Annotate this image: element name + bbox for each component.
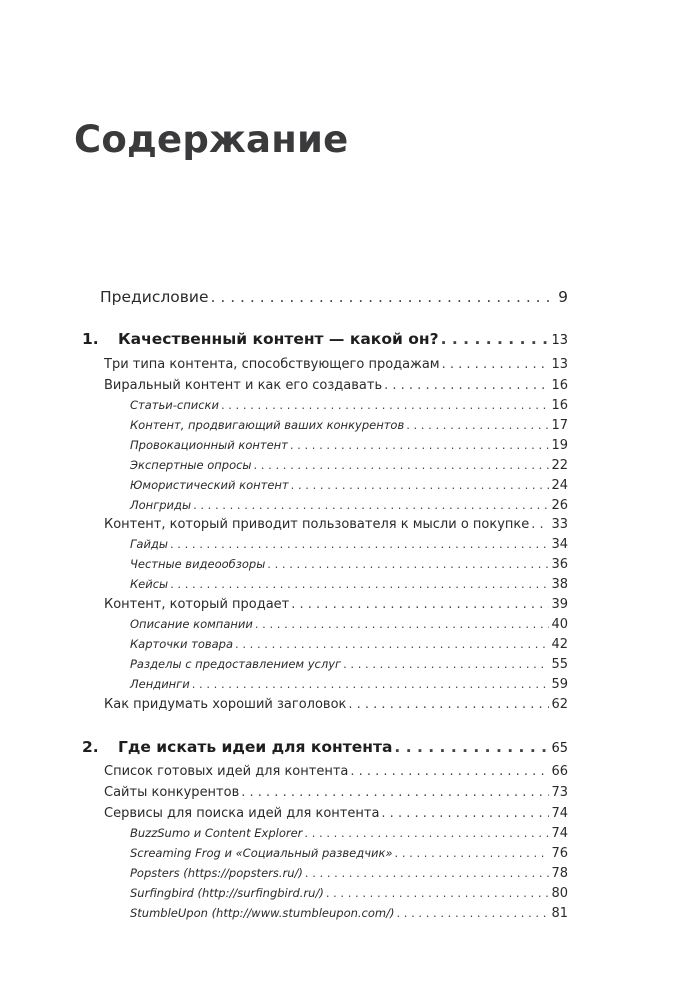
page-number: 74 [551,826,568,841]
dot-leader [291,597,549,612]
toc-subsection [82,677,568,692]
toc-entry-title: Сервисы для поиска идей для контента [104,806,380,821]
page-number: 36 [551,557,568,572]
dot-leader [381,806,549,821]
toc-entry-title: Разделы с предоставлением услуг [130,657,342,671]
toc-subsection [82,637,568,652]
page-number: 55 [551,657,568,672]
page-number: 26 [551,498,568,513]
dot-leader [241,785,549,800]
toc-entry-title: Провокационный контент [130,438,288,452]
toc-entry-title: Гайды [130,537,168,551]
page-number: 74 [551,806,568,821]
toc-entry-title: Описание компании [130,617,253,631]
page-number: 34 [551,537,568,552]
toc-chapter [82,330,568,348]
toc-entry-title: Контент, продвигающий ваших конкурентов [130,418,405,432]
toc-entry-title: Честные видеообзоры [130,557,266,571]
toc-subsection [82,866,568,881]
dot-leader [170,577,549,591]
toc-subsection [82,438,568,453]
page-number: 80 [551,886,568,901]
dot-leader [193,498,549,512]
toc-section [82,517,568,532]
toc-entry-title: Предисловие [100,288,209,306]
toc-section [82,357,568,372]
toc-entry-title: Где искать идеи для контента [118,738,393,756]
dot-leader [442,357,550,372]
toc-entry-title: Кейсы [130,577,169,591]
toc-entry-title: BuzzSumo и Content Explorer [130,826,303,840]
toc-section [82,764,568,779]
page-number: 33 [551,517,568,532]
dot-leader [396,906,549,920]
toc-entry-title: Screaming Frog и «Социальный разведчик» [130,846,393,860]
toc-subsection [82,398,568,413]
toc-subsection [82,657,568,672]
page-number: 76 [551,846,568,861]
toc-section [82,597,568,612]
toc-entry-title: Карточки товара [130,637,234,651]
dot-leader [348,697,549,712]
page-number: 73 [551,785,568,800]
page-number: 9 [558,288,568,306]
page-number: 81 [551,906,568,921]
toc-subsection [82,886,568,901]
dot-leader [291,478,550,492]
page-number: 22 [551,458,568,473]
toc-entry-title: Сайты конкурентов [104,785,240,800]
toc-subsection [82,458,568,473]
toc-subsection [82,418,568,433]
toc-entry-title: Виральный контент и как его создавать [104,378,383,393]
toc-entry-title: Статьи-списки [130,398,219,412]
dot-leader [394,738,549,756]
dot-leader [221,398,550,412]
toc-section [82,378,568,393]
dot-leader [290,438,550,452]
dot-leader [531,517,549,532]
toc-entry-title: Popsters (https://popsters.ru/) [130,866,303,880]
dot-leader [192,677,550,691]
toc-subsection [82,826,568,841]
toc-entry-title: Качественный контент — какой он? [118,330,439,348]
page-number: 59 [551,677,568,692]
page-title: Содержание [74,118,349,161]
toc-entry-title: Surfingbird (http://surfingbird.ru/) [130,886,324,900]
toc-subsection [82,577,568,592]
chapter-number: 2. [82,738,99,756]
toc-subsection [82,846,568,861]
toc-subsection [82,617,568,632]
page-number: 39 [551,597,568,612]
page-number: 66 [551,764,568,779]
dot-leader [326,886,550,900]
toc-entry-title: Экспертные опросы [130,458,252,472]
toc-section [82,806,568,821]
page-number: 16 [551,398,568,413]
page-number: 78 [551,866,568,881]
dot-leader [305,866,550,880]
toc-section [82,697,568,712]
toc-section [82,785,568,800]
dot-leader [350,764,549,779]
page-number: 42 [551,637,568,652]
dot-leader [170,537,549,551]
dot-leader [267,557,549,571]
page-number: 62 [551,697,568,712]
dot-leader [441,330,550,348]
dot-leader [210,288,556,306]
toc-entry-title: Список готовых идей для контента [104,764,349,779]
page-number: 38 [551,577,568,592]
dot-leader [304,826,549,840]
dot-leader [384,378,549,393]
page-number: 19 [551,438,568,453]
page-number: 65 [551,741,568,756]
dot-leader [406,418,549,432]
toc-entry-title: Как придумать хороший заголовок [104,697,347,712]
dot-leader [254,458,550,472]
toc-chapter [82,738,568,756]
page-number: 40 [551,617,568,632]
toc-entry-title: Лонгриды [130,498,192,512]
toc-subsection [82,906,568,921]
page-number: 17 [551,418,568,433]
page-number: 13 [551,357,568,372]
chapter-number: 1. [82,330,99,348]
toc-entry-title: Контент, который приводит пользователя к мысли о покупке [104,517,530,532]
toc-subsection [82,478,568,493]
dot-leader [343,657,549,671]
toc-entry-title: StumbleUpon (http://www.stumbleupon.com/) [130,906,395,920]
page-number: 24 [551,478,568,493]
toc-entry-title: Три типа контента, способствующего продажам [104,357,440,372]
toc-entry-title: Лендинги [130,677,190,691]
toc-section [82,288,568,306]
toc-subsection [82,557,568,572]
toc-subsection [82,498,568,513]
dot-leader [235,637,549,651]
toc-entry-title: Контент, который продает [104,597,290,612]
dot-leader [255,617,550,631]
page-number: 13 [551,333,568,348]
toc-entry-title: Юмористический контент [130,478,289,492]
page-number: 16 [551,378,568,393]
toc-subsection [82,537,568,552]
dot-leader [395,846,550,860]
